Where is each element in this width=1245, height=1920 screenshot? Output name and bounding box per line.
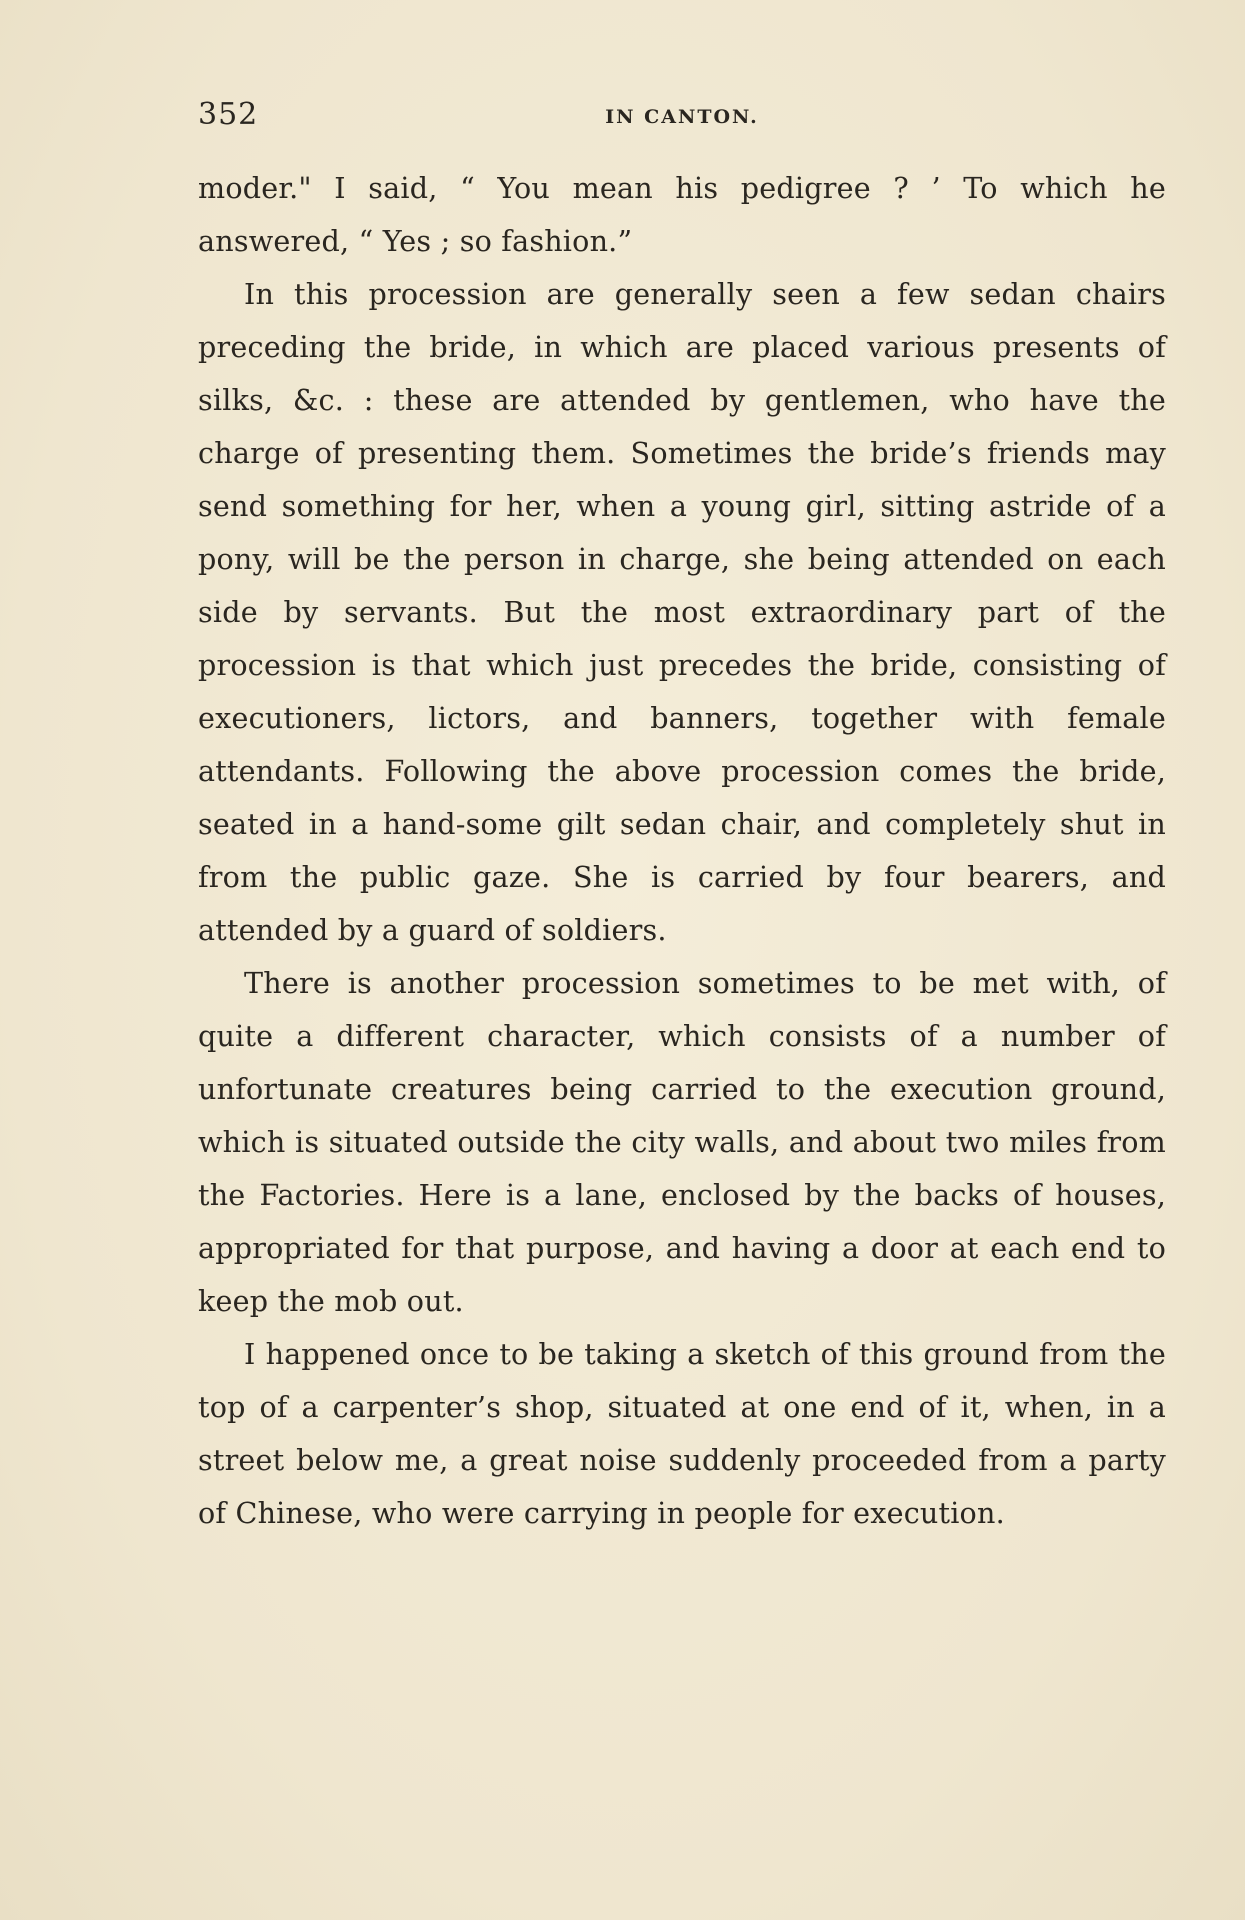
paragraph-execution-procession: There is another procession sometimes to be met with, of quite a different character, which consists of a number of unfortunate creatures being carried to the execution ground, which is situated outside the city walls, and about two miles from the Factories. Here is a lane, enclosed by the backs of houses, appropriated for that purpose, and having a door at each end to keep the mob out. [198,966,1166,1318]
paragraph-procession: In this procession are generally seen a few sedan chairs preceding the bride, in which are placed various presents of silks, &c. : these are attended by gentlemen, who have the charge of presenting them. Sometimes the bride’s friends may send something for her, when a young girl, sitting astride of a pony, will be the person in charge, she being attended on each side by servants. But the most extraordinary part of the procession is that which just precedes the bride, consisting of executioners, lictors, and banners, together with female attendants. Following the above procession comes the bride, seated in a hand-some gilt sedan chair, and completely shut in from the public gaze. She is carried by four bearers, and attended by a guard of soldiers. [198,277,1166,947]
paragraph-continuation: moder." I said, “ You mean his pedigree ? ’ To which he answered, “ Yes ; so fashion.” [198,171,1166,258]
page-number: 352 [198,97,259,132]
running-head: IN CANTON. [605,106,759,128]
page-header [198,95,1166,135]
body-text [198,162,1166,1540]
paragraph-sketch: I happened once to be taking a sketch of this ground from the top of a carpenter’s shop, situated at one end of it, when, in a street below me, a great noise suddenly proceeded from a party of Chinese, who were carrying in people for execution. [198,1337,1166,1530]
